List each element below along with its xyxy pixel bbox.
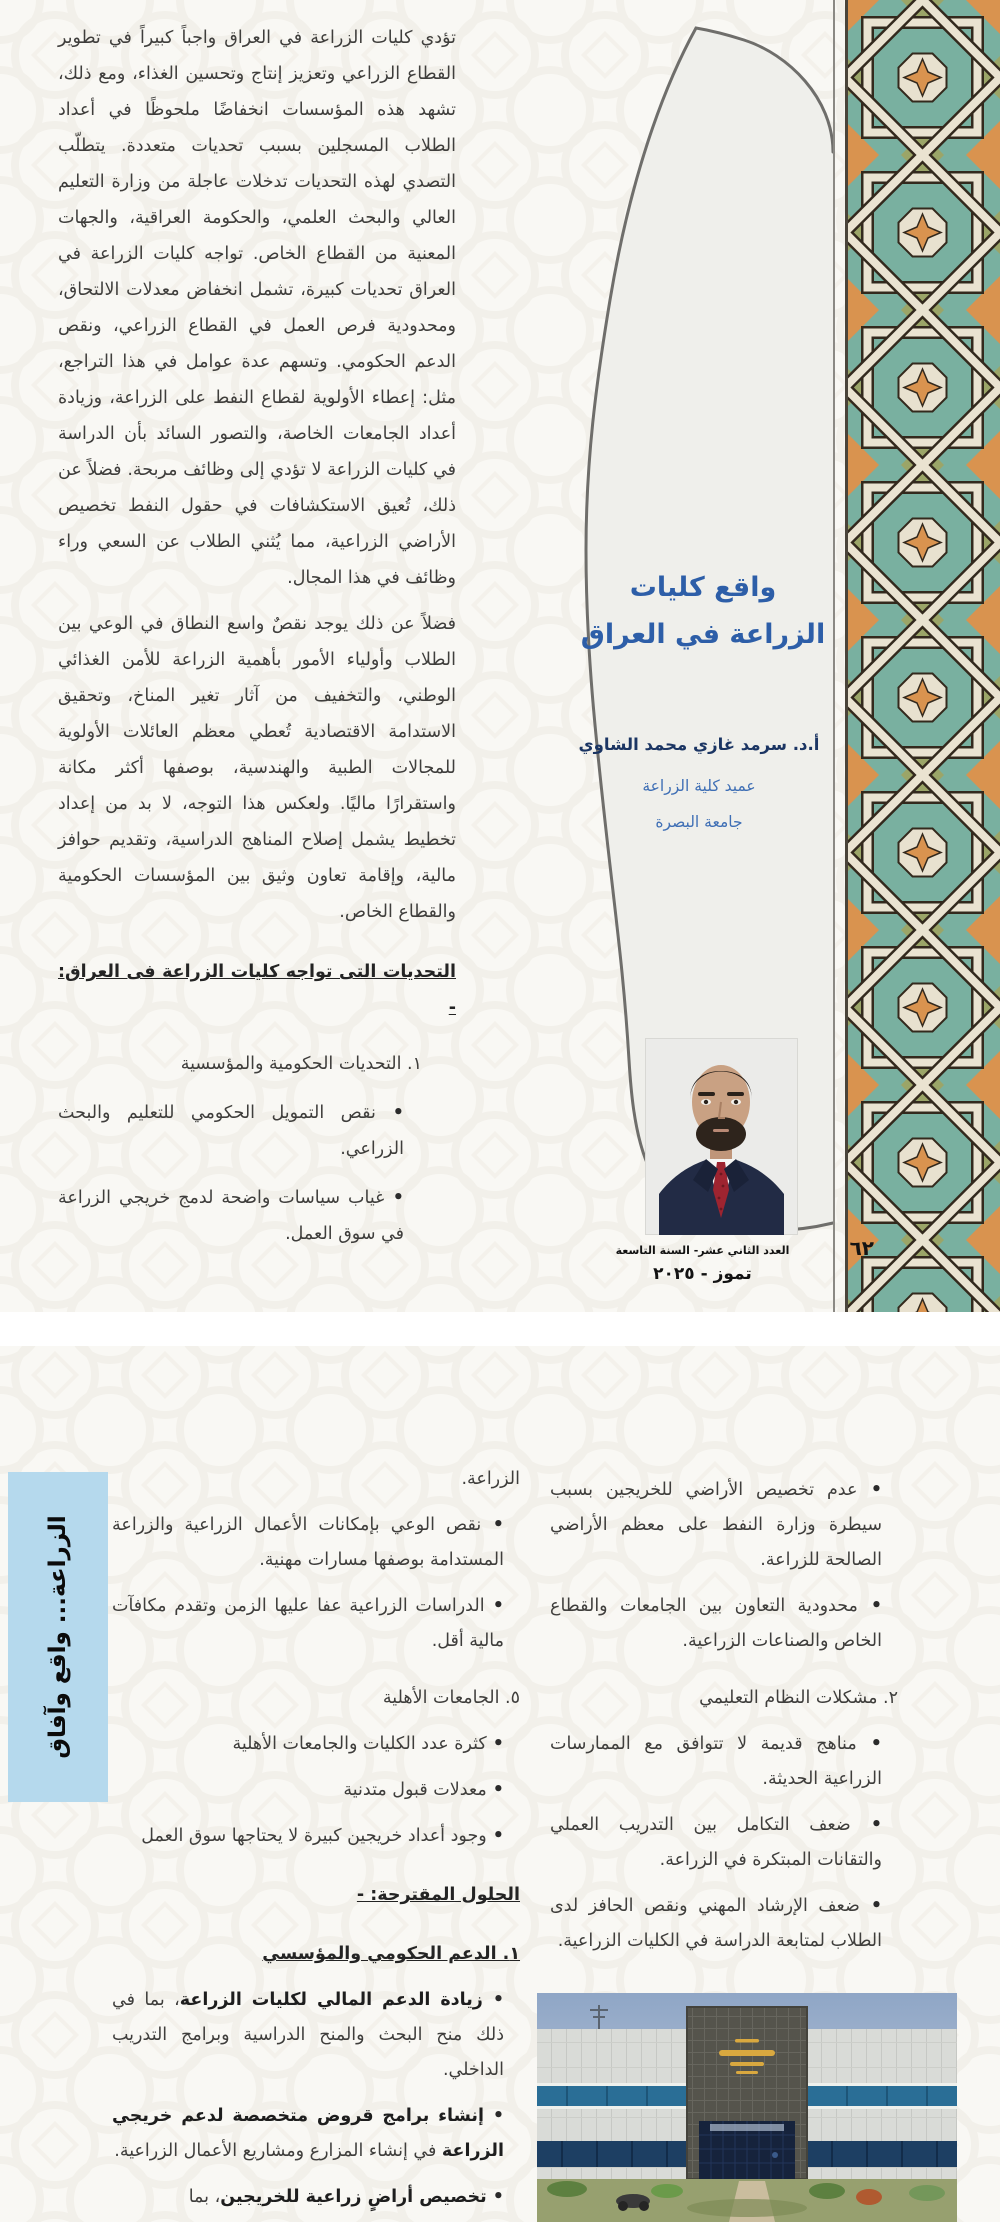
list-item: • مناهج قديمة لا تتوافق مع الممارسات الزراعية الحديثة. bbox=[550, 1727, 898, 1797]
author-name: أ.د. سرمد غازي محمد الشاوي bbox=[578, 735, 820, 754]
list-item: • زيادة الدعم المالي لكليات الزراعة، بما في ذلك منح البحث والمنح الدراسية وبرامج التدريب الداخلي. bbox=[112, 1983, 520, 2088]
challenges-heading: التحديات التى تواجه كليات الزراعة فى العراق: - bbox=[58, 962, 456, 1018]
page-spine-line bbox=[833, 0, 835, 1312]
list-item: • ضعف الإرشاد المهني ونقص الحافز لدى الطلاب لمتابعة الدراسة في الكليات الزراعية. bbox=[550, 1889, 898, 1959]
paragraph: تؤدي كليات الزراعة في العراق واجباً كبيراً في تطوير القطاع الزراعي وتعزيز إنتاج وتحسين الغذاء، ومع ذلك، تشهد هذه المؤسسات انخفاضًا ملحوظًا في أعداد الطلاب المسجلين بسبب تحديات متعددة. يتطلّب التصدي لهذه التحديات تدخلات عاجلة من وزارة التعليم العالي والبحث العلمي، والحكومة العراقية، والجهات المعنية من القطاع الخاص. تواجه كليات الزراعة في العراق تحديات كبيرة، تشمل انخفاض معدلات الالتحاق، ومحدودية فرص العمل في القطاع الزراعي، ونقص الدعم الحكومي. وتسهم عدة عوامل في هذا التراجع، مثل: إعطاء الأولوية لقطاع النفط على الزراعة، وزيادة أعداد الجامعات الخاصة، والتصور السائد بأن الدراسة في كليات الزراعة لا تؤدي إلى وظائف مربحة. فضلاً عن ذلك، تُعيق الاستكشافات في حقول النفط تخصيص الأراضي الزراعية، مما يُثني الطلاب عن السعي وراء وظائف في هذا المجال. bbox=[58, 28, 456, 588]
list-item: الزراعة. bbox=[461, 1469, 520, 1489]
numbered-item: ١. التحديات الحكومية والمؤسسية bbox=[180, 1054, 422, 1074]
list-item: • معدلات قبول متدنية bbox=[112, 1773, 520, 1808]
list-item: • غياب سياسات واضحة لدمج خريجي الزراعة في سوق العمل. bbox=[58, 1180, 456, 1252]
list-item: • تخصيص أراضٍ زراعية للخريجين، بما bbox=[112, 2180, 520, 2215]
solutions-heading: الحلول المقترحة: - bbox=[356, 1885, 520, 1905]
page2-left-column bbox=[112, 1462, 520, 2222]
paragraph: فضلاً عن ذلك يوجد نقصٌ واسع النطاق في الوعي بين الطلاب وأولياء الأمور بأهمية الزراعة للأمن الغذائي الوطني، والتخفيف من آثار تغير المناخ، وتحقيق الاستدامة الاقتصادية تُعطي معظم العائلات الأولوية للمجالات الطبية والهندسية، بوصفها أكثر مكانة واستقرارًا ماليًا. ولعكس هذا التوجه، لا بد من إعداد تخطيط يشمل إصلاح المناهج الدراسية، وتقديم حوافز مالية، وإقامة تعاون وثيق بين المؤسسات الحكومية والقطاع الخاص. bbox=[58, 614, 456, 922]
list-item: • الدراسات الزراعية عفا عليها الزمن وتقدم مكافآت مالية أقل. bbox=[112, 1589, 520, 1659]
list-item: • نقص الوعي بإمكانات الأعمال الزراعية والزراعة المستدامة بوصفها مسارات مهنية. bbox=[112, 1508, 520, 1578]
issue-info bbox=[600, 1243, 805, 1289]
article-title bbox=[578, 564, 828, 658]
page-number: ٦٢ bbox=[849, 1236, 874, 1260]
list-item: • عدم تخصيص الأراضي للخريجين بسبب سيطرة وزارة النفط على معظم الأراضي الصالحة للزراعة. bbox=[550, 1473, 898, 1578]
numbered-item: ٥. الجامعات الأهلية bbox=[382, 1688, 520, 1708]
list-item: • كثرة عدد الكليات والجامعات الأهلية bbox=[112, 1727, 520, 1762]
issue-number-line: العدد الثاني عشر- السنة التاسعة bbox=[615, 1244, 790, 1257]
author-portrait-photo bbox=[645, 1038, 798, 1235]
mosaic-border bbox=[845, 0, 1000, 1312]
issue-date-line: تموز - ٢٠٢٥ bbox=[653, 1264, 752, 1284]
list-item: • نقص التمويل الحكومي للتعليم والبحث الزراعي. bbox=[58, 1095, 456, 1167]
list-item: • محدودية التعاون بين الجامعات والقطاع الخاص والصناعات الزراعية. bbox=[550, 1589, 898, 1659]
list-item: • ضعف التكامل بين التدريب العملي والتقانات المبتكرة في الزراعة. bbox=[550, 1808, 898, 1878]
sidebar-title: الزراعة... واقع وآفاق bbox=[45, 1515, 71, 1759]
list-item: • إنشاء برامج قروض متخصصة لدعم خريجي الزراعة في إنشاء المزارع ومشاريع الأعمال الزراعية. bbox=[112, 2099, 520, 2169]
page1-body-column bbox=[58, 20, 456, 1252]
list-item: • وجود أعداد خريجين كبيرة لا يحتاجها سوق العمل bbox=[112, 1819, 520, 1854]
college-building-photo bbox=[537, 1993, 957, 2222]
author-role: عميد كلية الزراعة جامعة البصرة bbox=[642, 777, 756, 831]
page-gap bbox=[0, 1312, 1000, 1346]
article-title-line1: واقع كليات bbox=[629, 572, 777, 603]
page2-right-column bbox=[550, 1462, 898, 1959]
article-title-line2: الزراعة في العراق bbox=[580, 619, 826, 650]
numbered-item: ٢. مشكلات النظام التعليمي bbox=[699, 1688, 898, 1708]
solutions-sub-heading: ١. الدعم الحكومي والمؤسسي bbox=[262, 1944, 520, 1964]
